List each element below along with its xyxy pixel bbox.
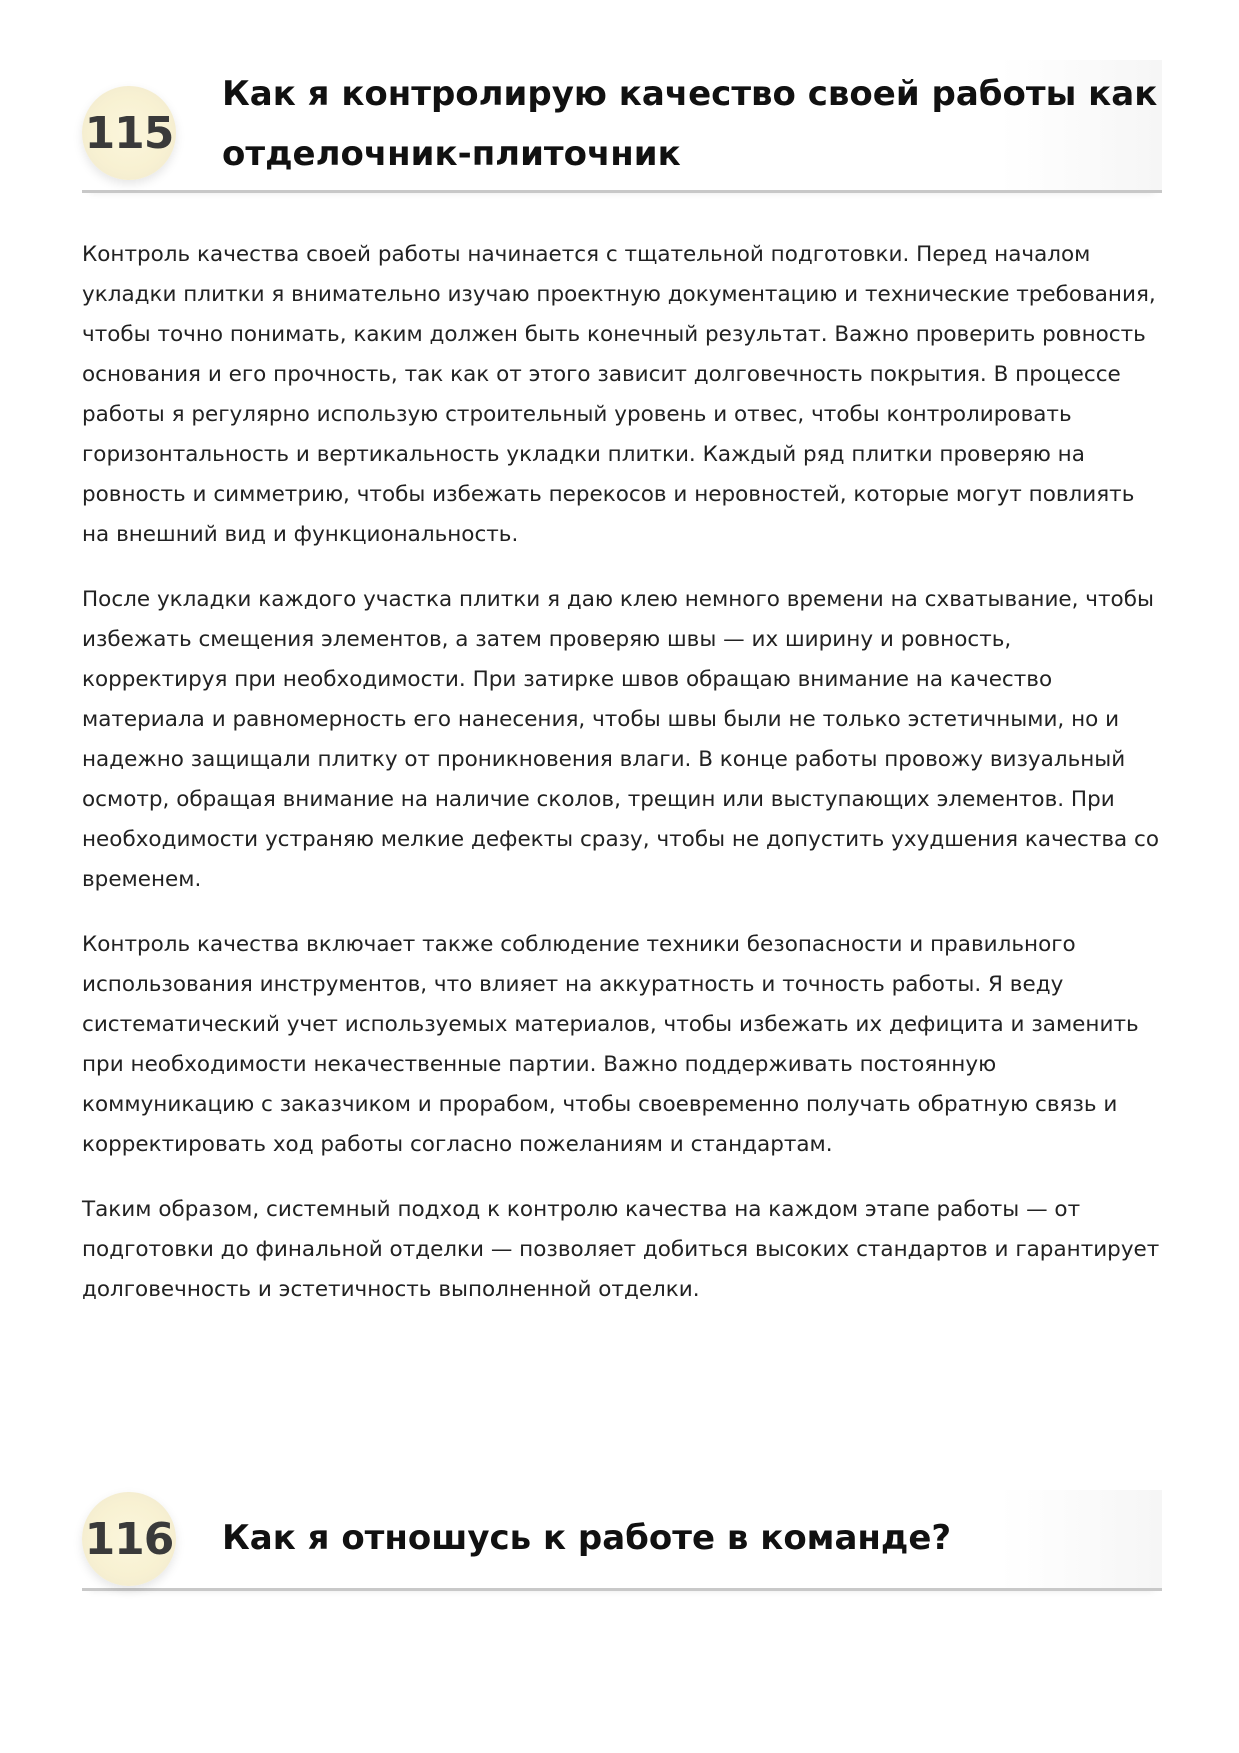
- section-115: [82, 60, 1162, 1335]
- paragraph: После укладки каждого участка плитки я даю клею немного времени на схватывание, чтобы избежать смещения элементов, а затем проверяю швы — их ширину и ровность, корректируя при необходимости. При затирке швов обращаю внимание на качество материала и равномерность его нанесения, чтобы швы были не только эстетичными, но и надежно защищали плитку от проникновения влаги. В конце работы провожу визуальный осмотр, обращая внимание на наличие сколов, трещин или выступающих элементов. При необходимости устраняю мелкие дефекты сразу, чтобы не допустить ухудшения качества со временем.: [82, 587, 1159, 892]
- question-number-badge: [82, 86, 176, 180]
- question-number: 116: [84, 1513, 174, 1565]
- section-header: [82, 1490, 1162, 1591]
- section-title: Как я контролирую качество своей работы как отделочник-плиточник: [222, 74, 1158, 174]
- section-title: Как я отношусь к работе в команде?: [222, 1518, 952, 1558]
- paragraph: Контроль качества своей работы начинается с тщательной подготовки. Перед началом укладки плитки я внимательно изучаю проектную документацию и технические требования, чтобы точно понимать, каким должен быть конечный результат. Важно проверить ровность основания и его прочность, так как от этого зависит долговечность покрытия. В процессе работы я регулярно использую строительный уровень и отвес, чтобы контролировать горизонтальность и вертикальность укладки плитки. Каждый ряд плитки проверяю на ровность и симметрию, чтобы избежать перекосов и неровностей, которые могут повлиять на внешний вид и функциональность.: [82, 242, 1156, 547]
- question-number: 115: [84, 107, 174, 159]
- section-body: [82, 235, 1162, 1310]
- paragraph: Контроль качества включает также соблюдение техники безопасности и правильного использования инструментов, что влияет на аккуратность и точность работы. Я веду систематический учет используемых материалов, чтобы избежать их дефицита и заменить при необходимости некачественные партии. Важно поддерживать постоянную коммуникацию с заказчиком и прорабом, чтобы своевременно получать обратную связь и корректировать ход работы согласно пожеланиям и стандартам.: [82, 932, 1139, 1157]
- question-number-badge: [82, 1492, 176, 1586]
- section-header: [82, 60, 1162, 193]
- section-116: [82, 1490, 1162, 1591]
- paragraph: Таким образом, системный подход к контролю качества на каждом этапе работы — от подготовки до финальной отделки — позволяет добиться высоких стандартов и гарантирует долговечность и эстетичность выполненной отделки.: [82, 1197, 1160, 1302]
